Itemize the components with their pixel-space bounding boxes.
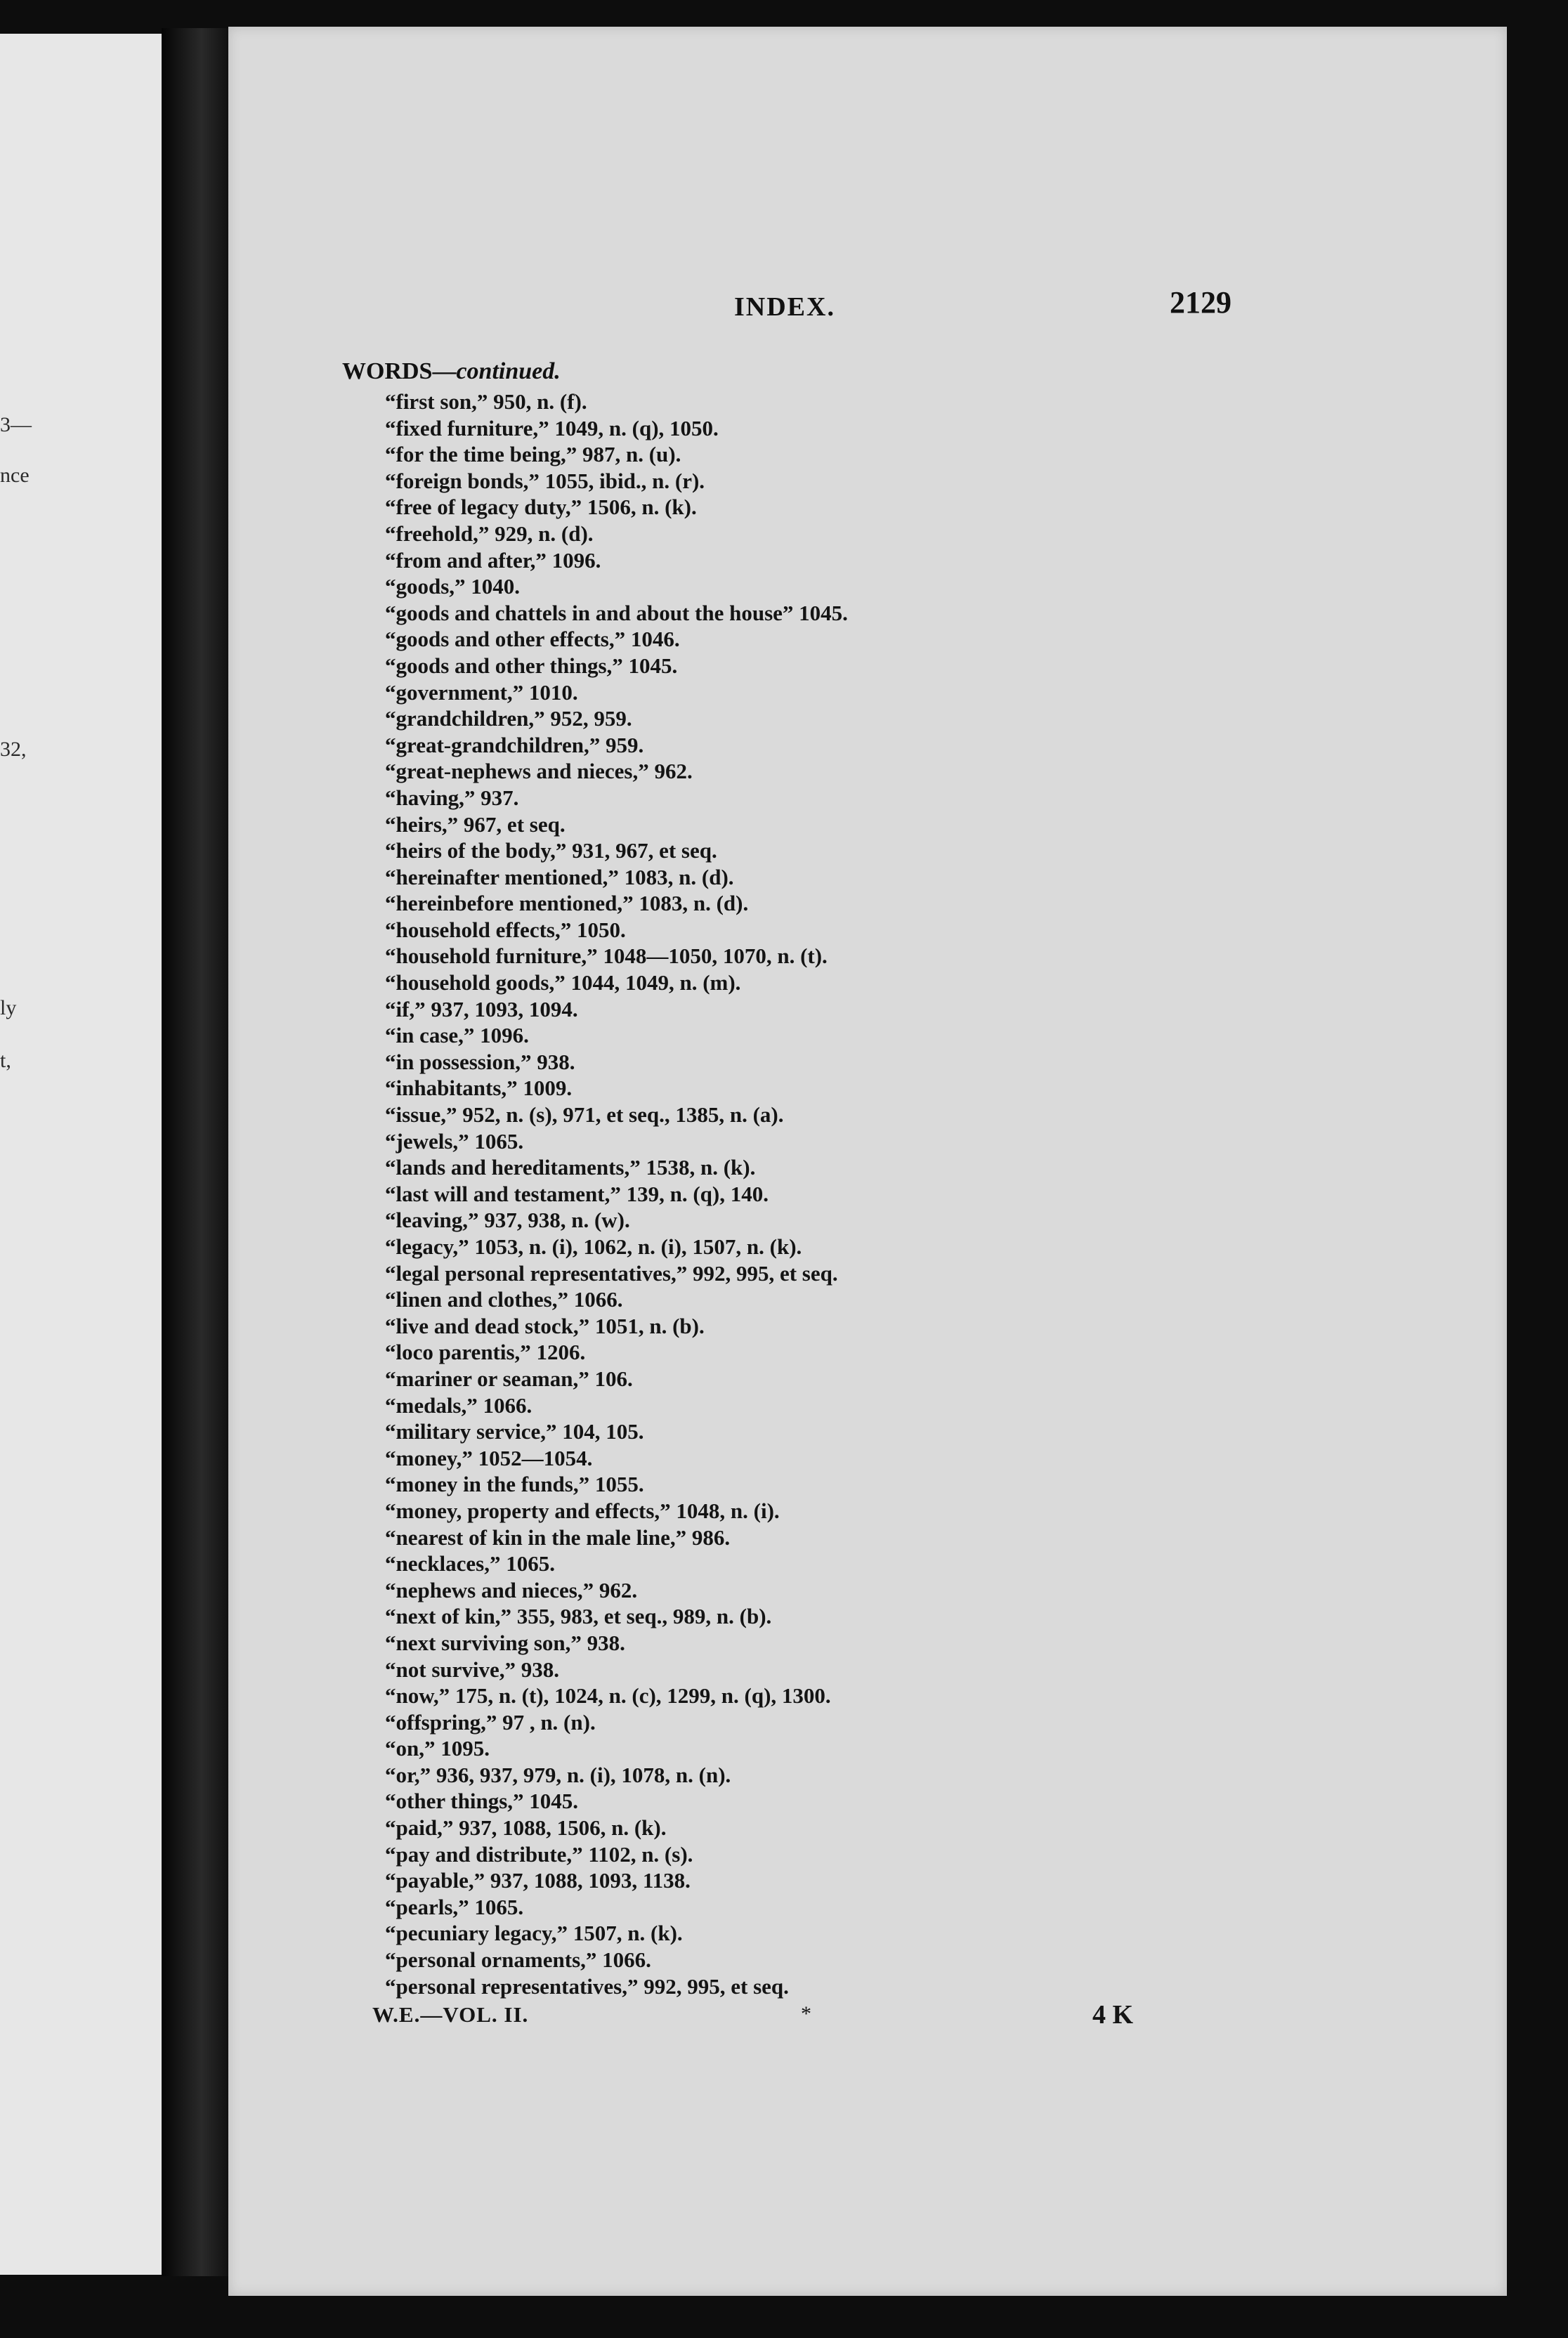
- page-number: 2129: [1170, 285, 1231, 320]
- index-entry: “personal ornaments,” 1066.: [385, 1947, 651, 1973]
- index-entry: “next of kin,” 355, 983, et seq., 989, n. (b).: [385, 1604, 772, 1629]
- index-entry: “leaving,” 937, 938, n. (w).: [385, 1208, 630, 1233]
- star-mark: *: [801, 2002, 811, 2025]
- index-entry: “if,” 937, 1093, 1094.: [385, 996, 578, 1021]
- index-entry: “for the time being,” 987, n. (u).: [385, 442, 681, 467]
- index-entry: “government,” 1010.: [385, 679, 578, 705]
- index-entry: “last will and testament,” 139, n. (q), 140.: [385, 1181, 769, 1206]
- index-entry: “legal personal representatives,” 992, 995, et seq.: [385, 1260, 838, 1286]
- index-entry: “money,” 1052—1054.: [385, 1445, 593, 1470]
- signature-mark: W.E.—VOL. II.: [372, 2002, 529, 2027]
- index-entry: “other things,” 1045.: [385, 1789, 579, 1814]
- index-entry: “goods and other things,” 1045.: [385, 653, 678, 678]
- index-entry: “grandchildren,” 952, 959.: [385, 706, 632, 731]
- facing-page-fragment: 3—: [0, 413, 32, 436]
- index-entry: “heirs,” 967, et seq.: [385, 811, 566, 837]
- index-entry: “goods,” 1040.: [385, 574, 521, 599]
- index-entry: “paid,” 937, 1088, 1506, n. (k).: [385, 1815, 667, 1841]
- index-entry: “next surviving son,” 938.: [385, 1630, 625, 1655]
- index-entry: “money, property and effects,” 1048, n. (i).: [385, 1498, 780, 1523]
- index-entry: “in case,” 1096.: [385, 1023, 529, 1048]
- index-entry: “first son,” 950, n. (f).: [385, 389, 587, 414]
- index-entry: “in possession,” 938.: [385, 1049, 575, 1074]
- index-entry: “necklaces,” 1065.: [385, 1551, 555, 1576]
- index-entry: “nephews and nieces,” 962.: [385, 1577, 638, 1602]
- page-title: INDEX.: [734, 292, 835, 322]
- index-entry: “goods and other effects,” 1046.: [385, 627, 680, 652]
- index-entry: “military service,” 104, 105.: [385, 1419, 644, 1444]
- index-entry: “hereinbefore mentioned,” 1083, n. (d).: [385, 891, 749, 916]
- index-entry-list: [385, 388, 848, 1999]
- index-entry: “household furniture,” 1048—1050, 1070, n. (t).: [385, 943, 828, 969]
- index-entry: “pearls,” 1065.: [385, 1894, 524, 1919]
- section-heading-suffix: continued.: [456, 358, 561, 384]
- index-entry: “household effects,” 1050.: [385, 917, 626, 942]
- index-entry: “legacy,” 1053, n. (i), 1062, n. (i), 1507, n. (k).: [385, 1234, 802, 1259]
- index-entry: “money in the funds,” 1055.: [385, 1472, 644, 1497]
- index-entry: “loco parentis,” 1206.: [385, 1340, 586, 1365]
- index-entry: “great-nephews and nieces,” 962.: [385, 759, 693, 784]
- index-entry: “linen and clothes,” 1066.: [385, 1287, 623, 1312]
- index-entry: “jewels,” 1065.: [385, 1128, 524, 1154]
- index-entry: “on,” 1095.: [385, 1736, 490, 1761]
- index-entry: “mariner or seaman,” 106.: [385, 1366, 633, 1391]
- gathering-mark: 4 K: [1092, 2000, 1134, 2030]
- index-entry: “offspring,” 97 , n. (n).: [385, 1709, 596, 1735]
- facing-page-fragment: 32,: [0, 738, 27, 761]
- index-entry: “or,” 936, 937, 979, n. (i), 1078, n. (n).: [385, 1762, 731, 1787]
- index-entry: “fixed furniture,” 1049, n. (q), 1050.: [385, 415, 719, 440]
- facing-page-fragment: t,: [0, 1049, 11, 1072]
- index-entry: “freehold,” 929, n. (d).: [385, 521, 594, 546]
- index-entry: “live and dead stock,” 1051, n. (b).: [385, 1313, 705, 1338]
- index-entry: “issue,” 952, n. (s), 971, et seq., 1385, n. (a).: [385, 1102, 784, 1128]
- index-entry: “payable,” 937, 1088, 1093, 1138.: [385, 1868, 691, 1893]
- index-entry: “from and after,” 1096.: [385, 547, 601, 573]
- index-entry: “goods and chattels in and about the house” 1045.: [385, 600, 848, 625]
- index-entry: “inhabitants,” 1009.: [385, 1076, 573, 1101]
- index-entry: “personal representatives,” 992, 995, et seq.: [385, 1973, 789, 1999]
- facing-page: [0, 34, 166, 2275]
- index-entry: “not survive,” 938.: [385, 1657, 559, 1682]
- index-entry: “pecuniary legacy,” 1507, n. (k).: [385, 1921, 683, 1946]
- index-entry: “heirs of the body,” 931, 967, et seq.: [385, 838, 717, 863]
- index-entry: “having,” 937.: [385, 785, 519, 810]
- index-entry: “great-grandchildren,” 959.: [385, 732, 644, 757]
- facing-page-fragment: ly: [0, 996, 17, 1019]
- index-entry: “lands and hereditaments,” 1538, n. (k).: [385, 1155, 756, 1180]
- book-spine-shadow: [162, 28, 228, 2276]
- index-entry: “medals,” 1066.: [385, 1392, 533, 1418]
- section-heading: [342, 358, 561, 385]
- index-entry: “now,” 175, n. (t), 1024, n. (c), 1299, n. (q), 1300.: [385, 1683, 831, 1709]
- index-entry: “household goods,” 1044, 1049, n. (m).: [385, 970, 741, 995]
- index-entry: “hereinafter mentioned,” 1083, n. (d).: [385, 864, 734, 889]
- index-entry: “pay and distribute,” 1102, n. (s).: [385, 1841, 693, 1867]
- index-entry: “free of legacy duty,” 1506, n. (k).: [385, 495, 697, 520]
- index-entry: “nearest of kin in the male line,” 986.: [385, 1524, 731, 1550]
- facing-page-fragment: nce: [0, 464, 30, 487]
- index-entry: “foreign bonds,” 1055, ibid., n. (r).: [385, 468, 705, 493]
- section-heading-main: WORDS—: [342, 358, 457, 384]
